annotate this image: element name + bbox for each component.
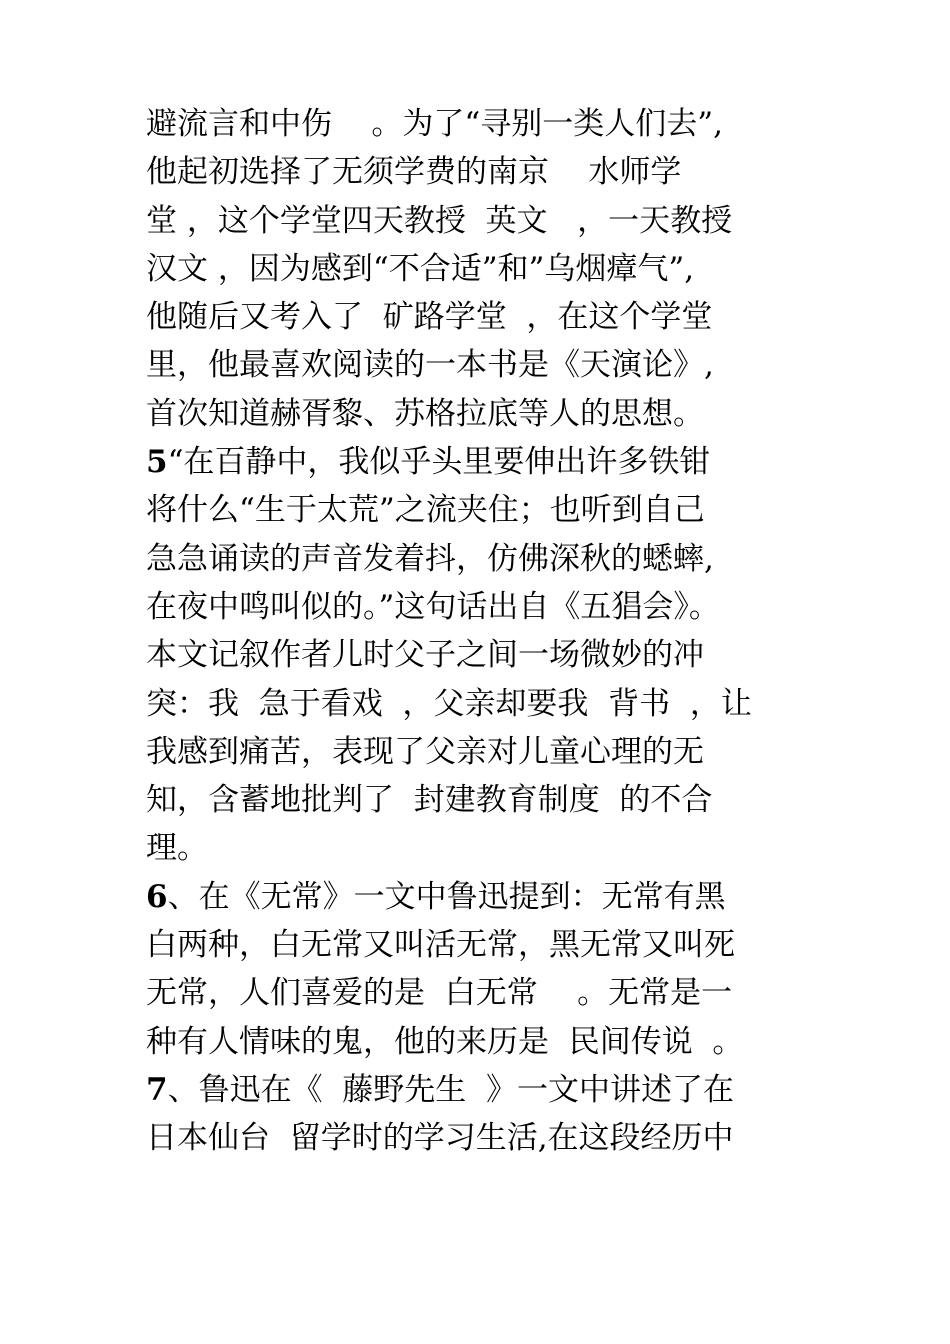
text-line: [146, 535, 816, 583]
text-line: [146, 486, 816, 534]
line-text: 种有人情味的鬼，他的来历是 民间传说 。: [146, 1023, 744, 1060]
line-text: 知，含蓄地批判了 封建教育制度 的不合: [146, 782, 713, 819]
line-text: 、鲁迅在《 藤野先生 》一文中讲述了在: [167, 1071, 734, 1108]
text-line: [146, 969, 816, 1017]
line-text: 本文记叙作者儿时父子之间一场微妙的冲: [146, 637, 704, 674]
body-text: [146, 100, 816, 1163]
line-text: 我感到痛苦，表现了父亲对儿童心理的无: [146, 733, 704, 770]
text-line: [146, 921, 816, 969]
text-line: [146, 583, 816, 631]
text-line: [146, 1018, 816, 1066]
text-line: [146, 390, 816, 438]
text-line: [146, 680, 816, 728]
line-text: 无常，人们喜爱的是 白无常 。无常是一: [146, 975, 733, 1012]
line-text: 急急诵读的声音发着抖，仿佛深秋的蟋蟀,: [146, 540, 714, 577]
line-text: “在百静中，我似乎头里要伸出许多铁钳: [167, 444, 711, 481]
text-line: [146, 197, 816, 245]
item-number: 5: [146, 444, 168, 481]
line-text: 日本仙台 留学时的学习生活,在这段经历中: [146, 1120, 734, 1157]
line-text: 突：我 急于看戏 ，父亲却要我 背书 ，让: [146, 685, 752, 722]
text-line: [146, 631, 816, 679]
line-text: 首次知道赫胥黎、苏格拉底等人的思想。: [146, 395, 704, 432]
text-line: [146, 341, 816, 389]
line-text: 、在《无常》一文中鲁迅提到：无常有黑: [167, 878, 726, 915]
line-text: 理。: [146, 830, 208, 867]
text-line: [146, 1114, 816, 1162]
line-text: 白两种，白无常又叫活无常，黑无常又叫死: [146, 927, 735, 964]
line-text: 里，他最喜欢阅读的一本书是《天演论》,: [146, 347, 714, 384]
line-text: 在夜中鸣叫似的。”这句话出自《五猖会》。: [146, 588, 720, 625]
line-text: 将什么“生于太荒”之流夹住；也听到自己: [146, 492, 705, 529]
line-text: 他随后又考入了 矿路学堂 ，在这个学堂: [146, 299, 713, 336]
text-line: [146, 293, 816, 341]
text-line: [146, 245, 816, 293]
item-number: 6: [146, 878, 168, 915]
text-line: [146, 728, 816, 776]
text-line: [146, 148, 816, 196]
text-line: [146, 100, 816, 148]
text-line: [146, 873, 816, 921]
line-text: 他起初选择了无须学费的南京 水师学: [146, 154, 682, 191]
line-text: 汉文 ，因为感到“不合适”和”乌烟瘴气”,: [146, 250, 695, 287]
text-line: [146, 438, 816, 486]
text-line: [146, 1066, 816, 1114]
line-text: 堂 ，这个学堂四天教授 英文 ，一天教授: [146, 202, 733, 239]
item-number: 7: [146, 1071, 168, 1108]
line-text: 避流言和中伤 。为了“寻别一类人们去”,: [146, 106, 723, 142]
text-line: [146, 824, 816, 872]
text-line: [146, 776, 816, 824]
